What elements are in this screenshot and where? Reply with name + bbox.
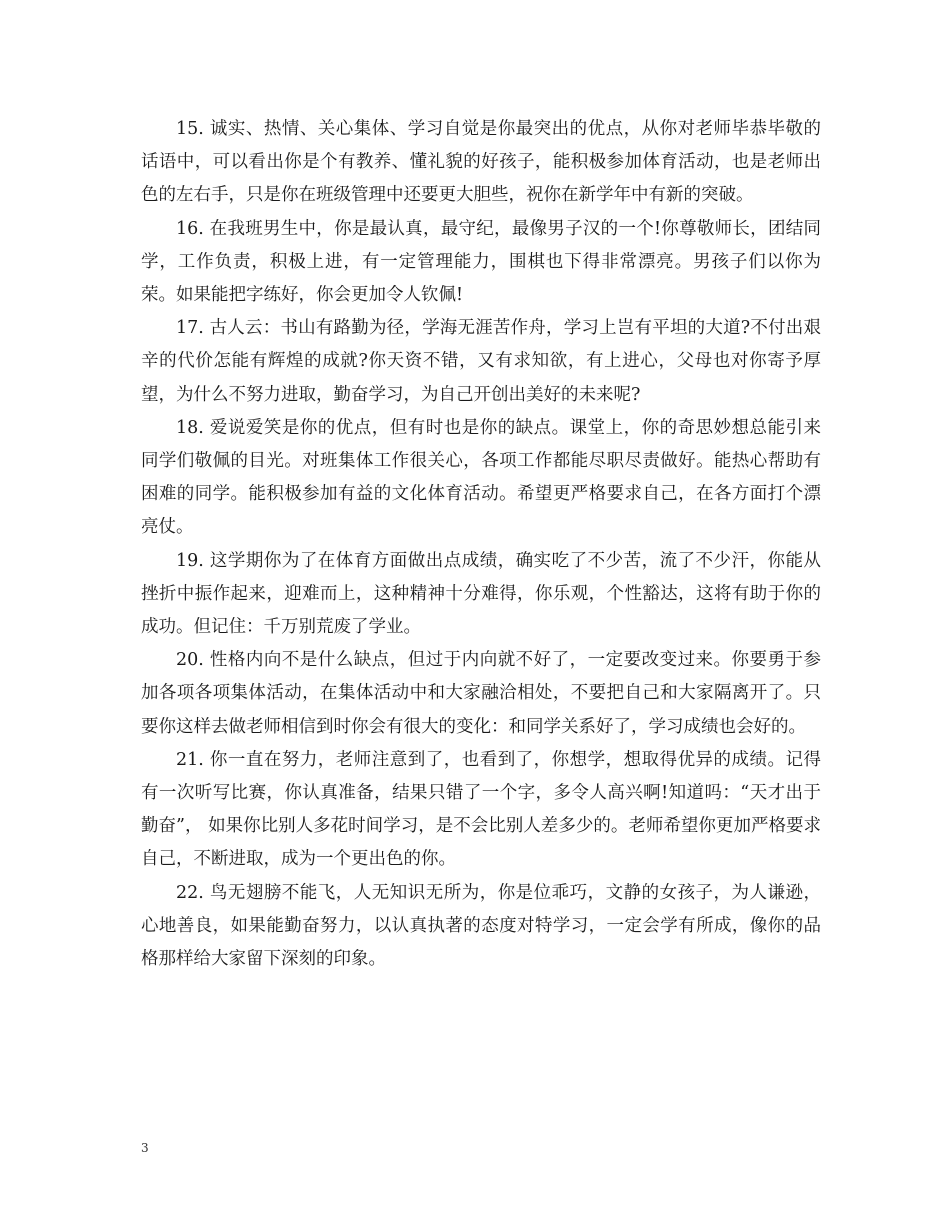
comment-paragraph-20: 20. 性格内向不是什么缺点，但过于内向就不好了，一定要改变过来。你要勇于参加各项各项集体活动，在集体活动中和大家融洽相处，不要把自己和大家隔离开了。只要你这样去做老师相信到时你会有很大的变化：和同学关系好了，学习成绩也会好的。 (141, 650, 821, 737)
comment-paragraph-21: 21. 你一直在努力，老师注意到了，也看到了，你想学，想取得优异的成绩。记得有一次听写比赛，你认真准备，结果只错了一个字，多令人高兴啊!知道吗：“天才出于勤奋”， 如果你比别人多花时间学习，是不会比别人差多少的。老师希望你更加严格要求自己，不断进取，成为一个更出色的你。 (141, 749, 821, 870)
comment-paragraph-17: 17. 古人云：书山有路勤为径，学海无涯苦作舟，学习上岂有平坦的大道?不付出艰辛的代价怎能有辉煌的成就?你天资不错，又有求知欲，有上进心，父母也对你寄予厚望，为什么不努力进取，勤奋学习，为自己开创出美好的未来呢? (141, 318, 821, 405)
page-number: 3 (141, 1141, 149, 1155)
comment-paragraph-19: 19. 这学期你为了在体育方面做出点成绩，确实吃了不少苦，流了不少汗，你能从挫折中振作起来，迎难而上，这种精神十分难得，你乐观，个性豁达，这将有助于你的成功。但记住：千万别荒废了学业。 (141, 550, 821, 638)
comment-paragraph-18: 18. 爱说爱笑是你的优点，但有时也是你的缺点。课堂上，你的奇思妙想总能引来同学们敬佩的目光。对班集体工作很关心，各项工作都能尽职尽责做好。能热心帮助有困难的同学。能积极参加有益的文化体育活动。希望更严格要求自己，在各方面打个漂亮仗。 (141, 417, 821, 538)
document-body (141, 113, 821, 976)
comment-paragraph-22: 22. 鸟无翅膀不能飞，人无知识无所为，你是位乖巧，文静的女孩子，为人谦逊，心地善良，如果能勤奋努力，以认真执著的态度对特学习，一定会学有所成，像你的品格那样给大家留下深刻的印象。 (141, 882, 821, 970)
comment-paragraph-15: 15. 诚实、热情、关心集体、学习自觉是你最突出的优点，从你对老师毕恭毕敬的话语中，可以看出你是个有教养、懂礼貌的好孩子，能积极参加体育活动，也是老师出色的左右手，只是你在班级管理中还要更大胆些，祝你在新学年中有新的突破。 (141, 119, 821, 206)
comment-paragraph-16: 16. 在我班男生中，你是最认真，最守纪，最像男子汉的一个!你尊敬师长，团结同学，工作负责，积极上进，有一定管理能力，围棋也下得非常漂亮。男孩子们以你为荣。如果能把字练好，你会更加令人钦佩! (141, 218, 821, 306)
